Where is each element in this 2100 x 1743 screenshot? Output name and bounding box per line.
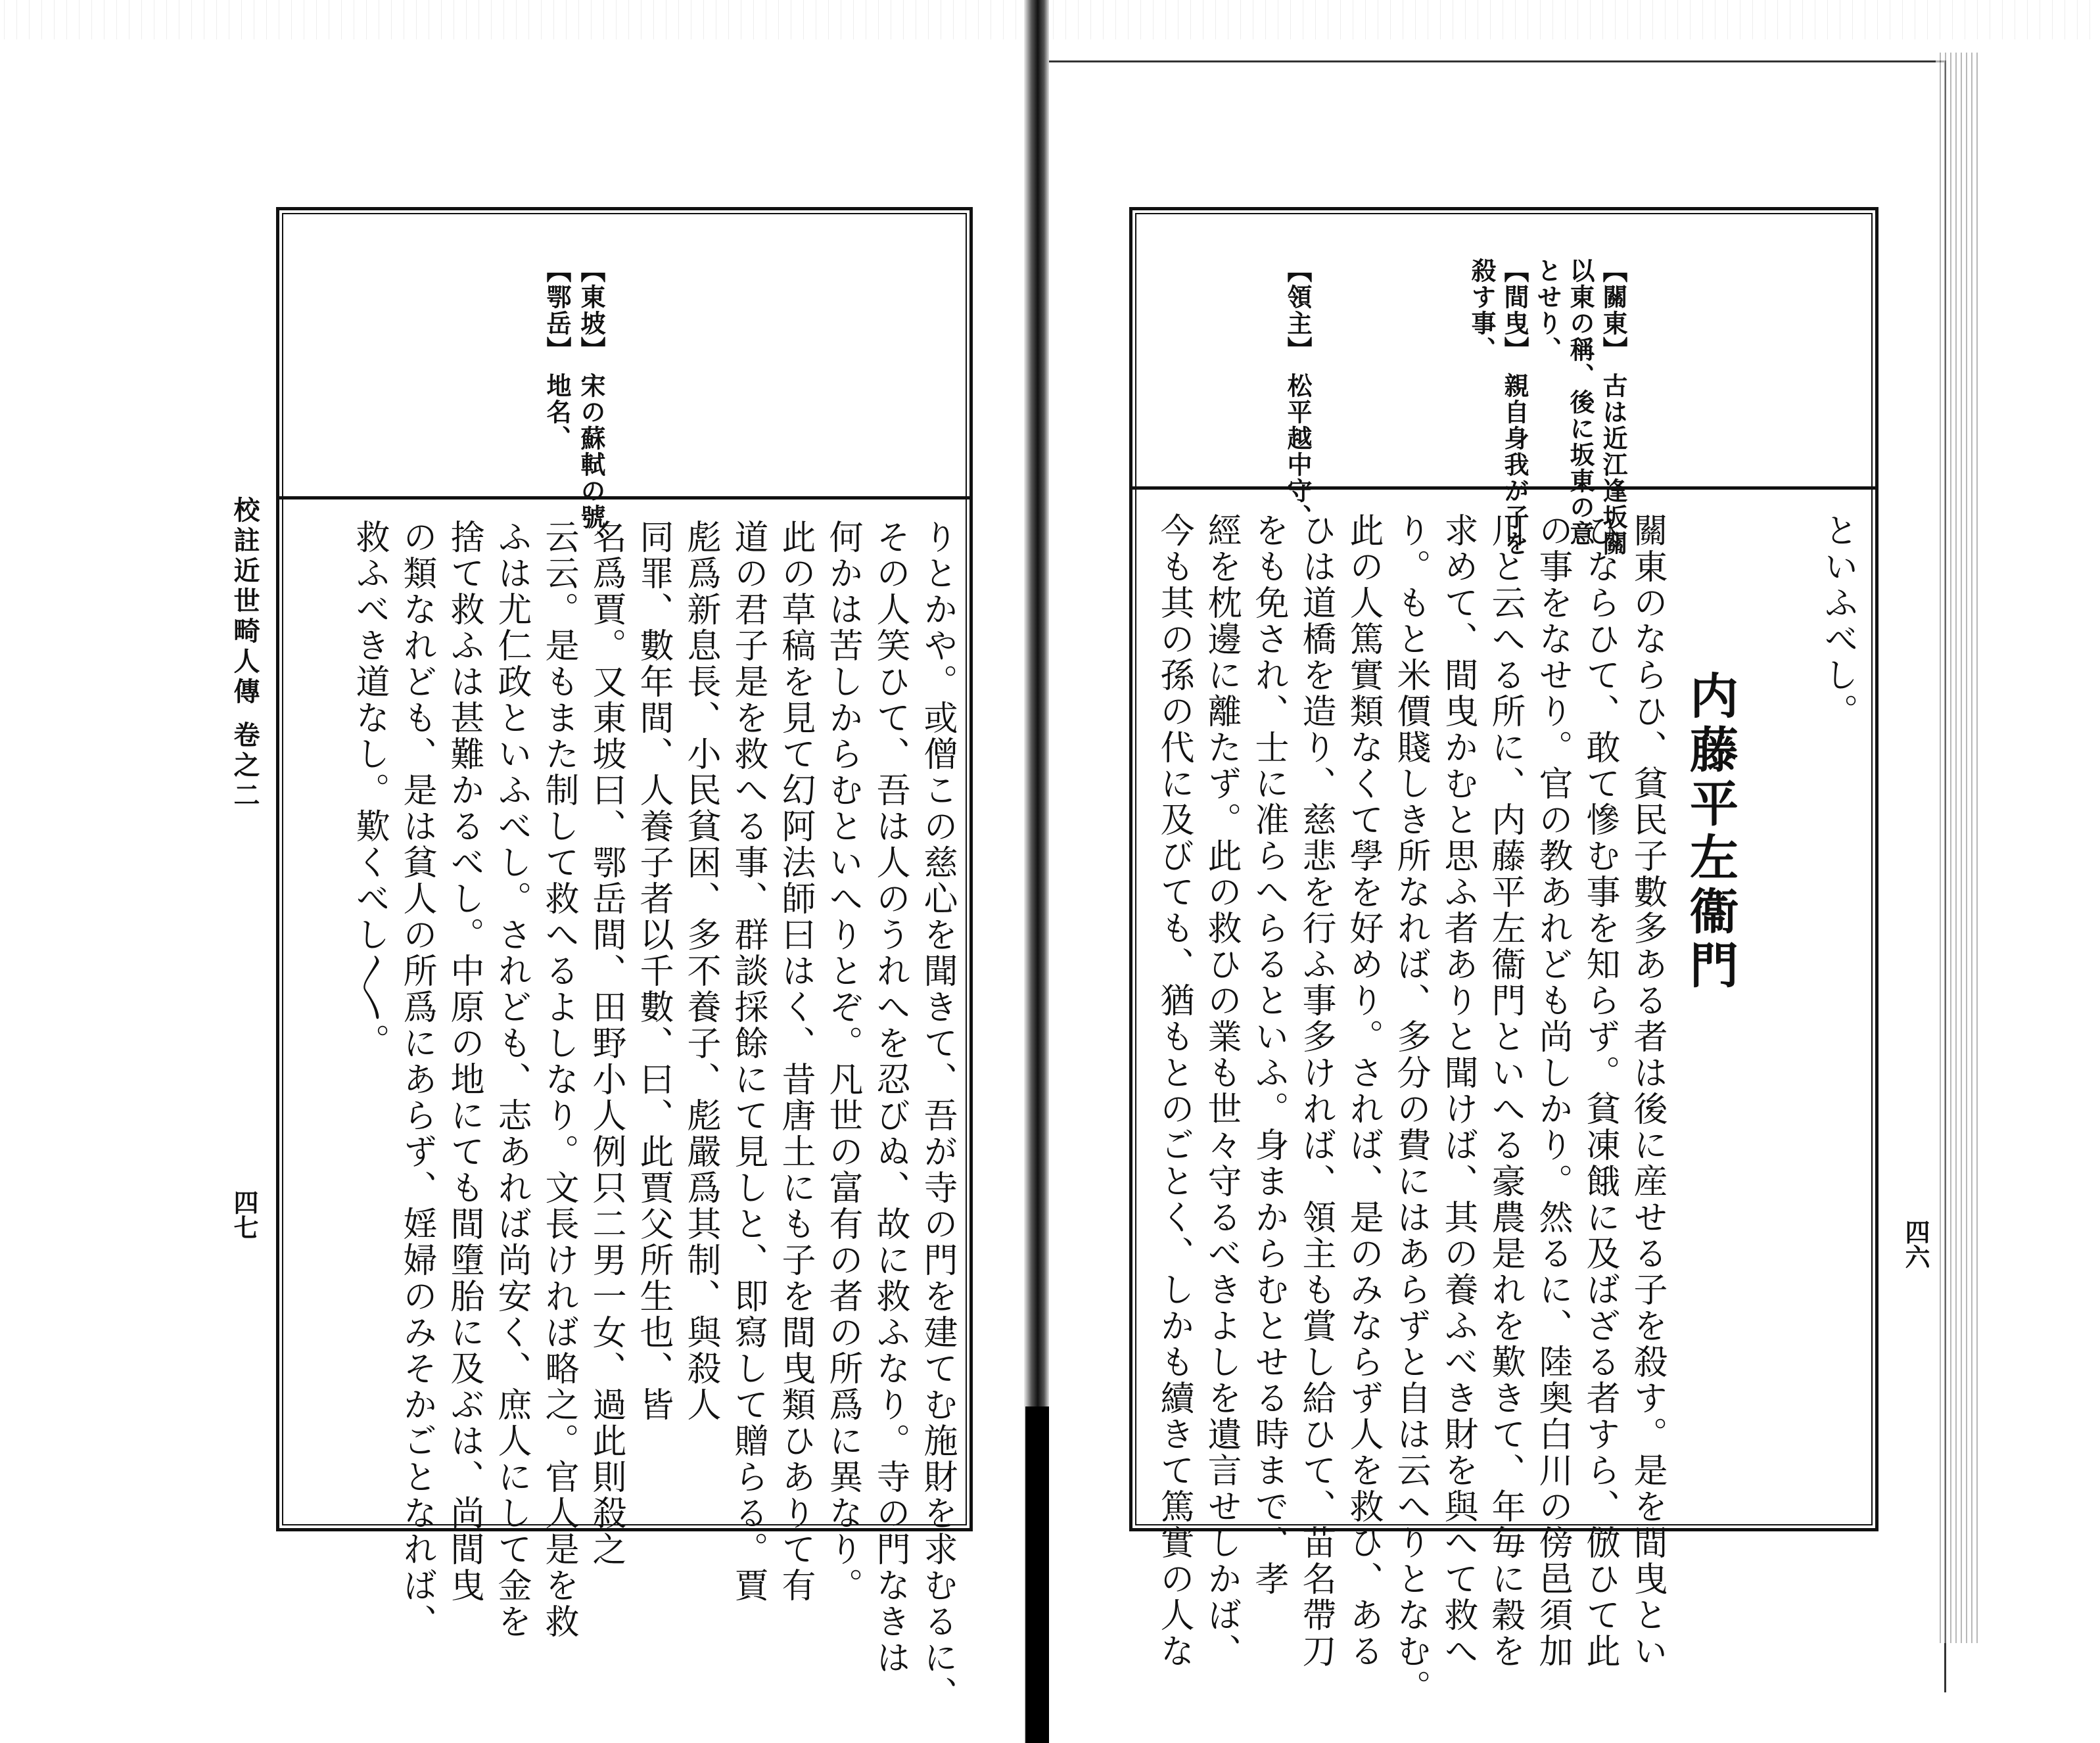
right-body-line-1: 關東のならひ、貧民子數多ある者は後に産せる子を殺す。是を間曳とい (1627, 513, 1667, 1669)
left-note-divider (276, 496, 973, 500)
left-note-1: 【東坡】 宋の蘇軾の號、 (576, 258, 606, 557)
scan-noise (0, 0, 2100, 39)
right-body-line-7: 此の人篤實類なくて學を好めり。されば、是のみならず人を救ひ、ある (1343, 513, 1383, 1669)
right-note-4: 【間曳】 親自身我が子を (1500, 258, 1529, 557)
right-body-line-11: 今も其の孫の代に及びても、猶もとのごとく、しかも續きて篤實の人な (1154, 513, 1194, 1669)
right-folio: 四六 (1901, 1219, 1930, 1269)
left-body-line-6: 彪爲新息長、小民貧困、多不養子、彪嚴爲其制、與殺人 (681, 519, 720, 1423)
right-note-1: 【關東】 古は近江逢坂關 (1598, 258, 1628, 557)
left-body-line-9: 云云。是もまた制して救へるよしなり。文長ければ略之。官人是を救 (539, 519, 578, 1640)
left-body-line-2: その人笑ひて、吾は人のうれへを忍びぬ、故に救ふなり。寺の門なきは (870, 519, 910, 1676)
left-note-2: 【鄂岳】 地名、 (542, 258, 572, 452)
left-body-line-7: 同罪、數年間、人養子者以千數、曰、此賈父所生也、皆 (634, 519, 673, 1423)
left-body-line-4: 此の草稿を見て幻阿法師曰はく、昔唐土にも子を間曳類ひありて有 (776, 519, 815, 1604)
right-body-line-5: 求めて、間曳かむと思ふ者ありと聞けば、其の養ふべき財を與へて救へ (1438, 513, 1478, 1669)
right-body-line-2: ひならひて、敢て慘む事を知らず。貧凍餓に及ばざる者すら、倣ひて此 (1580, 513, 1620, 1669)
right-note-2: 以東の稱、後に坂東の意 (1566, 258, 1595, 547)
right-body-line-6: り。もと米價賤しき所なれば、多分の費にはあらずと自は云へりとなむ。 (1391, 513, 1430, 1706)
right-note-3: とせり、 (1533, 258, 1562, 363)
right-body-line-8: ひは道橋を造り、慈悲を行ふ事多ければ、領主も賞し給ひて、苗名帶刀 (1296, 513, 1336, 1669)
left-body-line-12: の類なれども、是は貧人の所爲にあらず、婬婦のみそかごとなれば、 (397, 519, 436, 1640)
right-body-line-4: 川と云へる所に、内藤平左衞門といへる豪農是れを歎きて、年毎に穀を (1485, 513, 1525, 1669)
right-body-line-9: をも免され、士に准らへらるといふ。身まからむとせる時まで、孝 (1249, 513, 1288, 1597)
running-head: 校註近世畸人傳 卷之二 (229, 496, 260, 812)
binding-shadow (1025, 1406, 1049, 1743)
right-body-line-3: の事をなせり。官の教あれども尚しかり。然るに、陸奥白川の傍邑須加 (1533, 513, 1572, 1669)
left-folio: 四七 (229, 1190, 259, 1240)
page-edges (1936, 53, 1982, 1643)
section-heading: 内藤平左衞門 (1682, 670, 1738, 994)
left-body-line-10: ふは尤仁政といふべし。されども、志あれば尚安く、庶人にして金を (492, 519, 531, 1640)
right-body-line-10: 經を枕邊に離たず。此の救ひの業も世々守るべきよしを遺言せしかば、 (1202, 513, 1241, 1669)
left-body-line-11: 捨て救ふは甚難かるべし。中原の地にても間墮胎に及ぶは、尚間曳 (444, 519, 484, 1604)
right-note-6: 【領主】 松平越中守、 (1283, 258, 1313, 531)
right-note-5: 殺す事、 (1467, 258, 1497, 363)
left-body-line-5: 道の君子是を救へる事、群談採餘にて見しと、即寫して贈らる。賈 (728, 519, 768, 1604)
left-body-line-3: 何かは苦しからむといへりとぞ。凡世の富有の者の所爲に異なり。 (823, 519, 862, 1604)
left-body-line-8: 名爲賈。又東坡曰、鄂岳間、田野小人例只二男一女、過此則殺之 (586, 519, 626, 1568)
closing-line: といふべし。 (1818, 513, 1857, 730)
left-body-line-1: りとかや。或僧この慈心を聞きて、吾が寺の門を建てむ施財を求むるに、 (918, 519, 957, 1712)
left-body-line-13: 救ふべき道なし。歎くべし〳〵。 (350, 519, 389, 1059)
